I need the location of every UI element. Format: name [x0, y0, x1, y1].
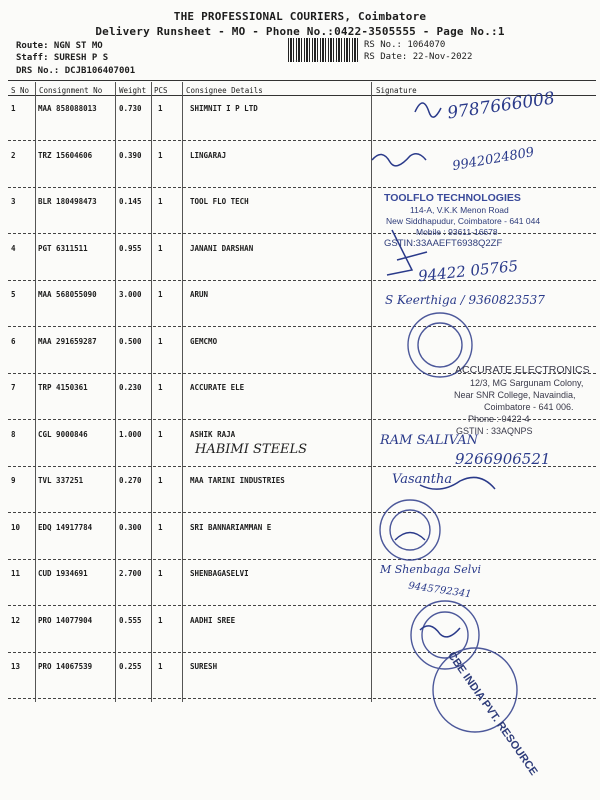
- accurate-stamp-gstin: GSTIN : 33AQNPS: [456, 426, 533, 436]
- col-header-pcs: PCS: [154, 86, 168, 95]
- cell-consignment-no: MAA 291659287: [38, 336, 97, 346]
- cell-weight: 3.000: [119, 290, 142, 299]
- cell-sno: 11: [11, 569, 21, 578]
- cell-weight: 0.500: [119, 336, 142, 346]
- cell-consignment-no: EDQ 14917784: [38, 522, 93, 532]
- cell-sno: 2: [11, 150, 16, 160]
- cell-pcs: 1: [158, 150, 163, 160]
- accurate-stamp-address1: 12/3, MG Sargunam Colony,: [470, 378, 584, 388]
- cell-consignment-no: BLR 180498473: [38, 197, 97, 206]
- cell-pcs: 1: [158, 569, 163, 578]
- cell-sno: 8: [11, 429, 16, 439]
- cell-weight: 0.270: [119, 476, 142, 485]
- cell-sno: 13: [11, 662, 21, 671]
- cell-sno: 3: [11, 197, 16, 206]
- cell-sno: 9: [11, 476, 16, 485]
- signature-10: [395, 533, 425, 541]
- cell-pcs: 1: [158, 197, 163, 206]
- handwritten-phone-12: 9445792341: [407, 580, 473, 601]
- cell-consignee: SRI BANNARIAMMAN E: [190, 522, 272, 532]
- cell-consignee: JANANI DARSHAN: [190, 243, 254, 253]
- cell-pcs: 1: [158, 662, 163, 671]
- rs-number: RS No.: 1064070: [364, 40, 446, 50]
- cell-weight: 1.000: [119, 429, 142, 439]
- cell-consignee: MAA TARINI INDUSTRIES: [190, 476, 285, 485]
- cell-sno: 1: [11, 104, 16, 113]
- cell-weight: 0.555: [119, 615, 142, 625]
- handwritten-phone-2: 9942024809: [451, 144, 536, 175]
- cell-consignee: SURESH: [190, 662, 218, 671]
- cell-sno: 10: [11, 522, 21, 532]
- cell-weight: 2.700: [119, 569, 142, 578]
- cell-consignment-no: PRO 14077904: [38, 615, 93, 625]
- cell-consignee: LINGARAJ: [190, 150, 227, 160]
- toolflo-stamp-name: TOOLFLO TECHNOLOGIES: [384, 192, 521, 204]
- cell-pcs: 1: [158, 476, 163, 485]
- signature-2: [372, 154, 426, 166]
- cell-pcs: 1: [158, 104, 163, 113]
- cell-weight: 0.230: [119, 383, 142, 392]
- cell-consignment-no: TRP 4150361: [38, 383, 88, 392]
- accurate-stamp-phone: Phone : 0422-4: [468, 414, 530, 424]
- handwritten-phone-8: 9266906521: [455, 450, 551, 468]
- col-header-signature: Signature: [376, 86, 417, 95]
- cell-consignee: SHENBAGASELVI: [190, 569, 249, 578]
- cell-pcs: 1: [158, 383, 163, 392]
- cell-consignee: SHIMNIT I P LTD: [190, 104, 258, 113]
- cell-consignment-no: MAA 568055090: [38, 290, 97, 299]
- cell-consignee: GEMCMO: [190, 336, 218, 346]
- cell-consignment-no: PRO 14067539: [38, 662, 93, 671]
- cell-weight: 0.390: [119, 150, 142, 160]
- cell-consignment-no: TVL 337251: [38, 476, 84, 485]
- handwritten-note-9: Vasantha: [392, 472, 453, 487]
- runsheet-subtitle: Delivery Runsheet - MO - Phone No.:0422-3505555 - Page No.:1: [95, 25, 505, 38]
- cell-consignee: ASHIK RAJA: [190, 429, 236, 439]
- runsheet-title: THE PROFESSIONAL COURIERS, Coimbatore: [173, 10, 427, 23]
- accurate-stamp-address2: Near SNR College, Navaindia,: [454, 390, 576, 400]
- handwritten-note-5: S Keerthiga / 9360823537: [385, 293, 545, 307]
- cell-weight: 0.955: [119, 243, 142, 253]
- cell-consignment-no: PGT 6311511: [38, 243, 88, 253]
- cell-sno: 4: [11, 243, 16, 253]
- cell-pcs: 1: [158, 429, 163, 439]
- cell-pcs: 1: [158, 243, 163, 253]
- route-label: Route: NGN ST MO: [16, 41, 103, 51]
- cell-sno: 5: [11, 290, 16, 299]
- toolflo-stamp-address1: 114-A, V.K.K Menon Road: [410, 205, 509, 215]
- signature-1: [415, 103, 441, 117]
- cell-consignee: TOOL FLO TECH: [190, 197, 249, 206]
- handwritten-note-8b: RAM SALIVAN: [380, 433, 478, 448]
- cell-pcs: 1: [158, 522, 163, 532]
- rs-date: RS Date: 22-Nov-2022: [364, 52, 473, 62]
- handwritten-note-11: M Shenbaga Selvi: [380, 563, 481, 576]
- col-header-consignment: Consignment No: [39, 86, 103, 95]
- cell-consignee: ACCURATE ELE: [190, 383, 245, 392]
- col-header-weight: Weight: [119, 86, 147, 95]
- staff-label: Staff: SURESH P S: [16, 53, 109, 63]
- accurate-stamp-address3: Coimbatore - 641 006.: [484, 402, 574, 412]
- cell-consignee: ARUN: [190, 290, 209, 299]
- signature-12: [420, 626, 460, 637]
- seal-bannariamman: [380, 500, 440, 560]
- cell-consignment-no: TRZ 15604606: [38, 150, 93, 160]
- cell-pcs: 1: [158, 290, 163, 299]
- cell-weight: 0.145: [119, 197, 142, 206]
- cell-sno: 12: [11, 615, 21, 625]
- col-header-consignee: Consignee Details: [186, 86, 263, 95]
- drs-number: DRS No.: DCJB106407001: [16, 66, 136, 76]
- toolflo-stamp-address2: New Siddhapudur, Coimbatore - 641 044: [386, 216, 541, 226]
- toolflo-stamp-gstin: GSTIN:33AAEFT6938Q2ZF: [384, 238, 503, 249]
- cell-consignment-no: CUD 1934691: [38, 569, 88, 578]
- cell-sno: 6: [11, 336, 16, 346]
- cell-consignment-no: CGL 9000846: [38, 429, 88, 439]
- cell-weight: 0.255: [119, 662, 142, 671]
- cell-pcs: 1: [158, 615, 163, 625]
- handwritten-note-8a: HABIMI STEELS: [195, 442, 308, 457]
- col-header-sno: S No: [11, 86, 30, 95]
- handwritten-phone-4: 94422 05765: [417, 256, 519, 286]
- handwritten-phone-1: 9787666008: [446, 88, 557, 124]
- cell-weight: 0.730: [119, 104, 142, 113]
- cell-sno: 7: [11, 383, 16, 392]
- seal-aadhi: [411, 601, 479, 669]
- accurate-stamp-name: ACCURATE ELECTRONICS: [455, 364, 590, 376]
- resource-seal-text: CBE INDIA PVT. RESOURCE: [445, 650, 540, 778]
- cell-consignee: AADHI SREE: [190, 615, 236, 625]
- cell-consignment-no: MAA 858088013: [38, 104, 97, 113]
- toolflo-stamp-mobile: Mobile : 93611-16678: [416, 227, 498, 237]
- cell-weight: 0.300: [119, 522, 142, 532]
- cell-pcs: 1: [158, 336, 163, 346]
